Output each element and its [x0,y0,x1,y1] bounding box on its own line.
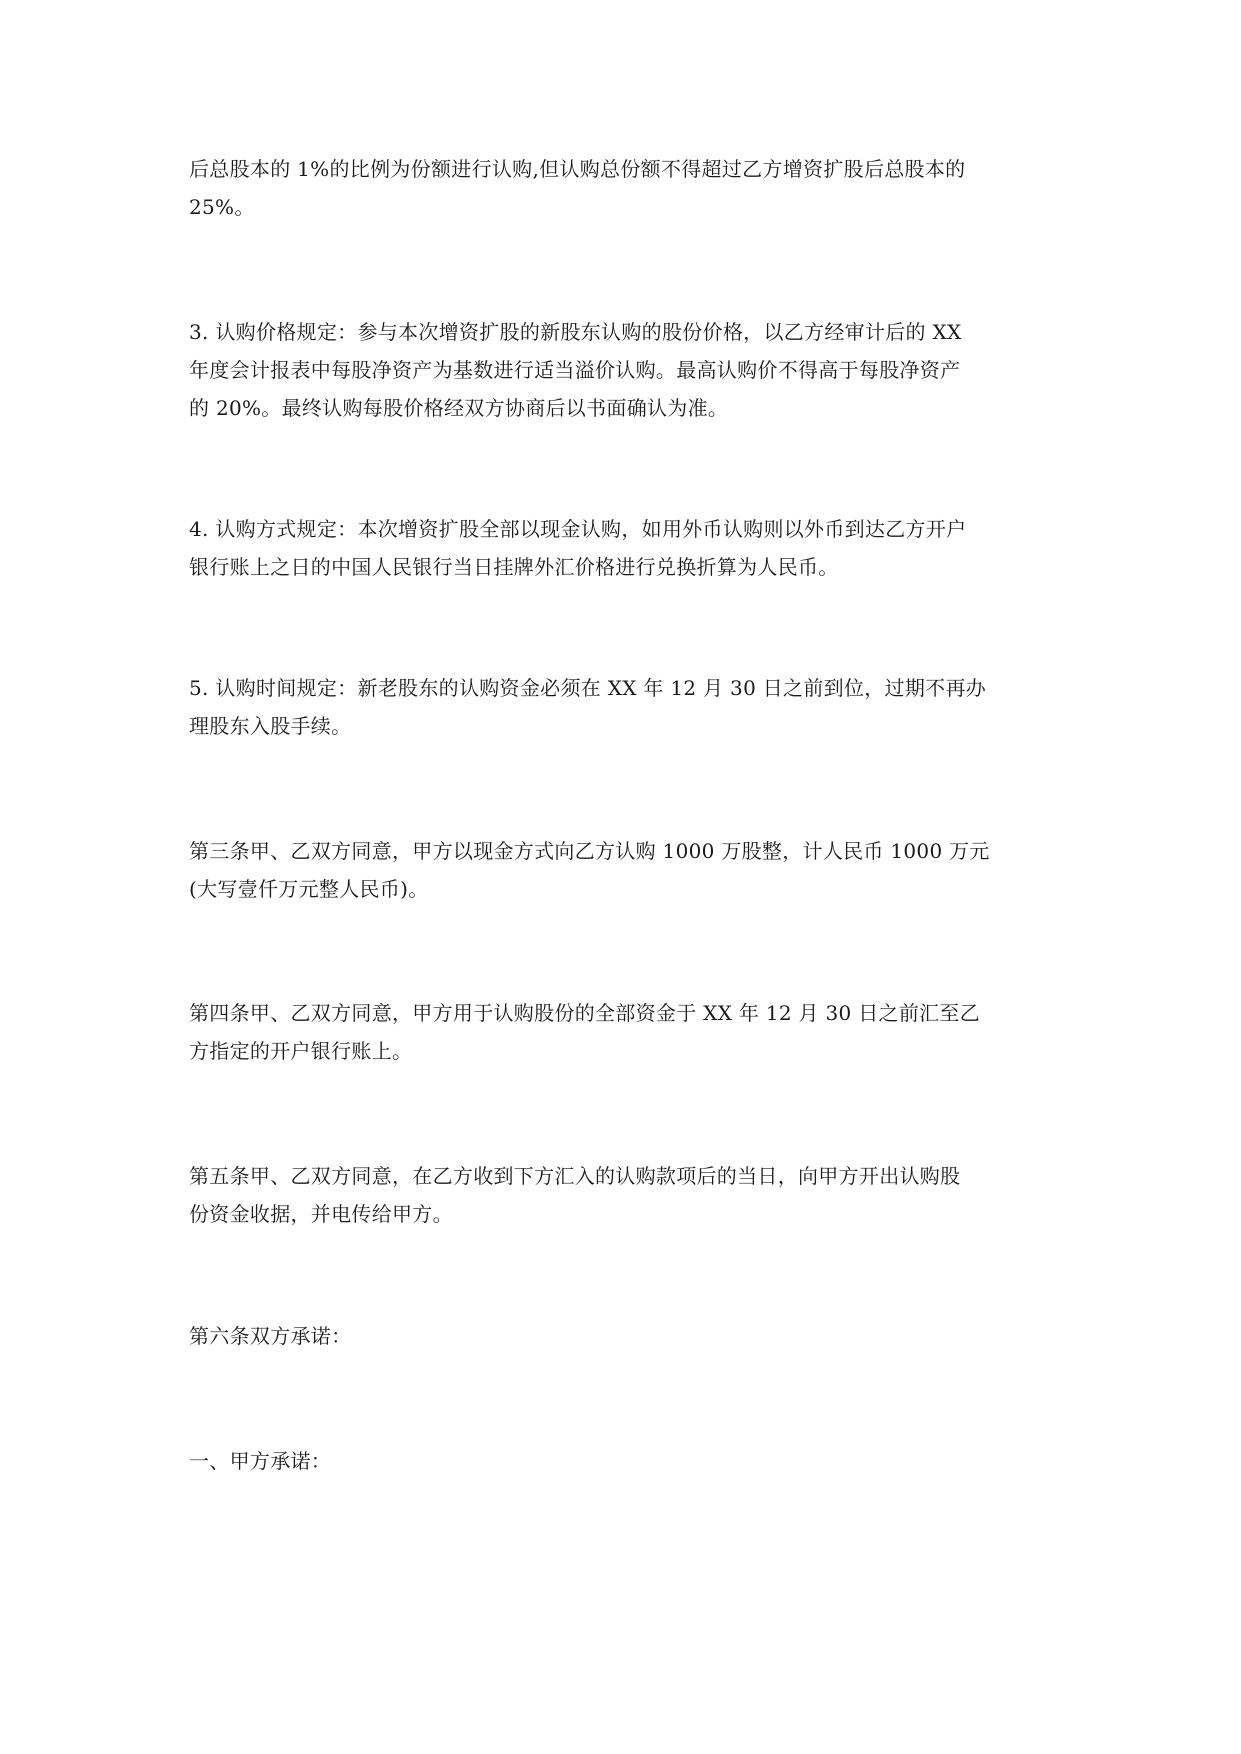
text-line: 4. 认购方式规定：本次增资扩股全部以现金认购，如用外币认购则以外币到达乙方开户 [189,517,967,541]
paragraph-party-a-commitment [189,1442,1059,1480]
paragraph-subscription-method [189,510,1059,586]
text-line: 银行账上之日的中国人民银行当日挂牌外汇价格进行兑换折算为人民币。 [189,555,839,579]
text-line: 年度会计报表中每股净资产为基数进行适当溢价认购。最高认购价不得高于每股净资产 [189,358,961,382]
paragraph-article-five [189,1157,1059,1233]
paragraph-subscription-time [189,669,1059,745]
paragraph-subscription-price [189,313,1059,427]
paragraph-subscription-share-limit [189,150,1059,226]
text-line: (大写壹仟万元整人民币)。 [189,877,429,901]
text-line: 方指定的开户银行账上。 [189,1039,413,1063]
text-line: 份资金收据，并电传给甲方。 [189,1202,453,1226]
text-line: 第三条甲、乙双方同意，甲方以现金方式向乙方认购 1000 万股整，计人民币 1000 万元 [189,839,990,863]
text-line: 一、甲方承诺： [189,1449,332,1473]
text-line: 后总股本的 1%的比例为份额进行认购,但认购总份额不得超过乙方增资扩股后总股本的 [189,157,966,181]
text-line: 5. 认购时间规定：新老股东的认购资金必须在 XX 年 12 月 30 日之前到位，过期不再办 [189,676,987,700]
text-line: 第四条甲、乙双方同意，甲方用于认购股份的全部资金于 XX 年 12 月 30 日之前汇至乙 [189,1001,981,1025]
paragraph-article-six [189,1317,1059,1355]
text-line: 的 20%。最终认购每股价格经双方协商后以书面确认为准。 [189,396,729,420]
paragraph-article-three [189,832,1059,908]
text-line: 理股东入股手续。 [189,714,352,738]
text-line: 第六条双方承诺： [189,1324,352,1348]
text-line: 25%。 [189,195,255,219]
text-line: 第五条甲、乙双方同意，在乙方收到下方汇入的认购款项后的当日，向甲方开出认购股 [189,1164,961,1188]
paragraph-article-four [189,994,1059,1070]
text-line: 3. 认购价格规定：参与本次增资扩股的新股东认购的股份价格，以乙方经审计后的 XX [189,320,962,344]
